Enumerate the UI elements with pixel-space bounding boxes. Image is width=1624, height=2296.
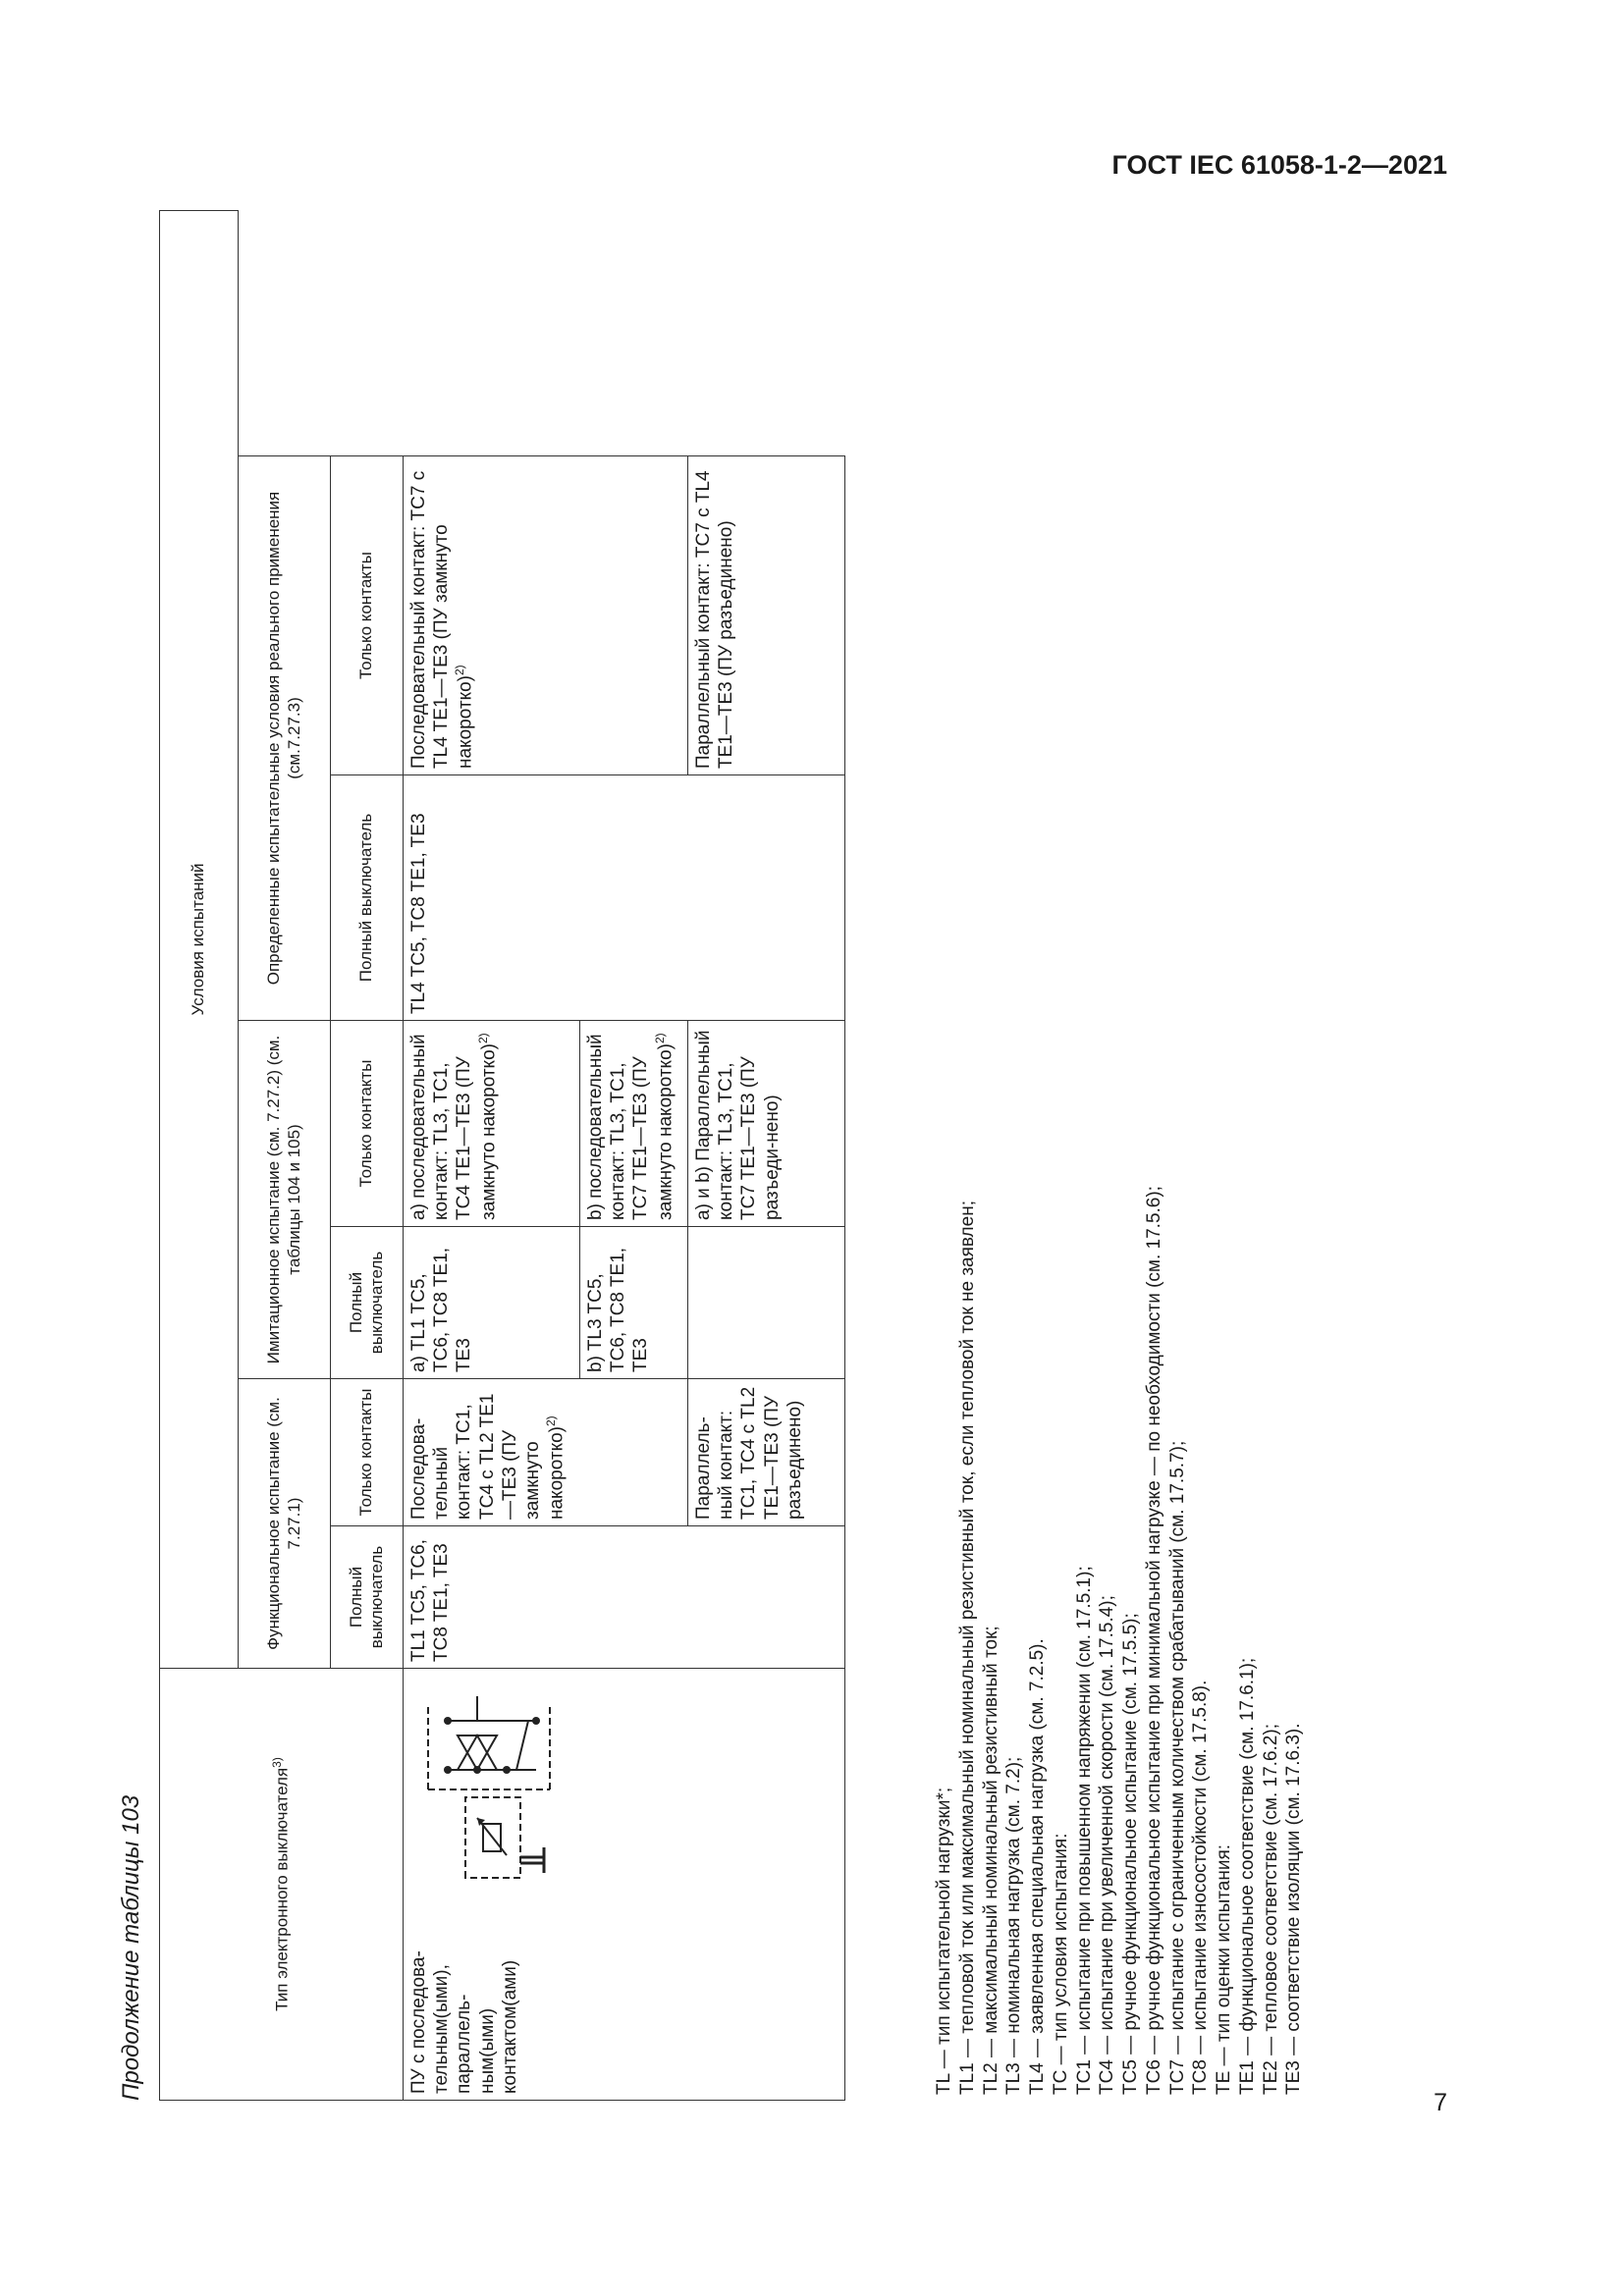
g1-contacts-header: Только контакты bbox=[331, 1379, 404, 1526]
g2-contacts-parallel-cell: a) и b) Параллельный контакт: TL3, TC1, TC7 TE1—TE3 (ПУ разъеди-нено) bbox=[688, 1021, 845, 1227]
g2-full-switch-header: Полный выключатель bbox=[331, 1227, 404, 1379]
g3-contacts-series-cell: Последовательный контакт: TC7 с TL4 TE1—TE3 (ПУ замкнуто накоротко)$^{2)}$ bbox=[404, 456, 688, 775]
legend-line: TC5 — ручное функциональное испытание (см. 17.5.5); bbox=[1120, 1613, 1141, 2095]
legend-line: TE3 — соответствие изоляции (см. 17.6.3). bbox=[1283, 1723, 1305, 2095]
legend-line: TL3 — номинальная нагрузка (см. 7.2); bbox=[1003, 1756, 1025, 2095]
g3-full-switch-header: Полный выключатель bbox=[331, 775, 404, 1021]
table-legend bbox=[933, 1186, 1306, 2095]
functional-test-header: Функциональное испытание (см. 7.27.1) bbox=[239, 1379, 331, 1669]
legend-line: TC8 — испытание износостойкости (см. 17.5.8). bbox=[1190, 1680, 1212, 2095]
legend-line: TC7 — испытание с ограниченным количеством срабатываний (см. 17.5.7); bbox=[1166, 1440, 1188, 2095]
g2-contacts-header: Только контакты bbox=[331, 1021, 404, 1227]
legend-line: TL2 — максимальный номинальный резистивный ток; bbox=[980, 1626, 1001, 2095]
g1-full-switch-cell: TL1 TC5, TC6, TC8 TE1, TE3 bbox=[404, 1526, 845, 1669]
legend-line: TE — тип оценки испытания: bbox=[1214, 1843, 1234, 2095]
legend-line: TC6 — ручное функциональное испытание при минимальной нагрузке — по необходимости (см. 17.5.6); bbox=[1143, 1186, 1164, 2095]
legend-line: TC1 — испытание при повышенном напряжении (см. 17.5.1); bbox=[1073, 1566, 1095, 2095]
legend-line: TC — тип условия испытания: bbox=[1050, 1833, 1071, 2095]
row-type-label: ПУ с последова-тельным(ыми), параллель-ным(ыми) контактом(ами) bbox=[408, 1950, 520, 2094]
g2-full-switch-a-cell: a) TL1 TC5, TC6, TC8 TE1, TE3 bbox=[404, 1227, 580, 1379]
g1-full-switch-header: Полный выключатель bbox=[331, 1526, 404, 1669]
g2-contacts-a-cell: a) последовательный контакт: TL3, TC1, TC4 TE1—TE3 (ПУ замкнуто накоротко)$^{2)}$ bbox=[404, 1021, 580, 1227]
legend-line: TL1 — тепловой ток или максимальный номинальный резистивный ток, если тепловой ток не заявлен; bbox=[956, 1201, 978, 2095]
switch-schematic-icon bbox=[418, 1678, 566, 1903]
type-header: Тип электронного выключателя$^{3)}$ bbox=[160, 1669, 404, 2101]
conditions-header: Условия испытаний bbox=[160, 210, 239, 1668]
conditions-table bbox=[159, 210, 845, 2101]
document-header: ГОСТ IEC 61058-1-2—2021 bbox=[1111, 150, 1447, 180]
type-cell bbox=[404, 1669, 845, 2101]
g1-contacts-series-cell: Последова-тельный контакт: ТС1, ТС4 с TL2 TE1—TE3 (ПУ замкнуто накоротко)$^{2)}$ bbox=[404, 1379, 688, 1526]
g2-full-switch-b-cell: b) TL3 TC5, TC6, TC8 TE1, TE3 bbox=[580, 1227, 688, 1379]
rotated-table-block bbox=[118, 196, 1463, 2101]
legend-line: TE2 — тепловое соответствие (см. 17.6.2); bbox=[1260, 1724, 1281, 2095]
page-number: 7 bbox=[1434, 2089, 1447, 2116]
g1-contacts-parallel-cell: Параллель-ный контакт: ТС1, ТС4 с TL2 TE1—TE3 (ПУ разъединено) bbox=[688, 1379, 845, 1526]
g2-full-switch-empty-cell bbox=[688, 1227, 845, 1379]
switch-diagram bbox=[404, 1669, 580, 1911]
g3-contacts-parallel-cell: Параллельный контакт: TC7 с TL4 TE1—TE3 (ПУ разъединено) bbox=[688, 456, 845, 775]
legend-line: TL — тип испытательной нагрузки*; bbox=[934, 1787, 954, 2095]
legend-line: TE1 — функциональное соответствие (см. 17.6.1); bbox=[1236, 1657, 1258, 2095]
real-application-header: Определенные испытательные условия реального применения (см.7.27.3) bbox=[239, 456, 331, 1021]
table-caption: Продолжение таблицы 103 bbox=[118, 1794, 144, 2101]
legend-line: TC4 — испытание при увеличенной скорости (см. 17.5.4); bbox=[1097, 1595, 1118, 2095]
g3-contacts-header: Только контакты bbox=[331, 456, 404, 775]
legend-line: TL4 — заявленная специальная нагрузка (см. 7.2.5). bbox=[1027, 1638, 1048, 2095]
simulation-test-header: Имитационное испытание (см. 7.27.2) (см. таблицы 104 и 105) bbox=[239, 1021, 331, 1379]
g2-contacts-b-cell: b) последовательный контакт: TL3, TC1, TC7 TE1—TE3 (ПУ замкнуто накоротко)$^{2)}$ bbox=[580, 1021, 688, 1227]
g3-full-switch-cell: TL4 TC5, TC8 TE1, TE3 bbox=[404, 775, 845, 1021]
